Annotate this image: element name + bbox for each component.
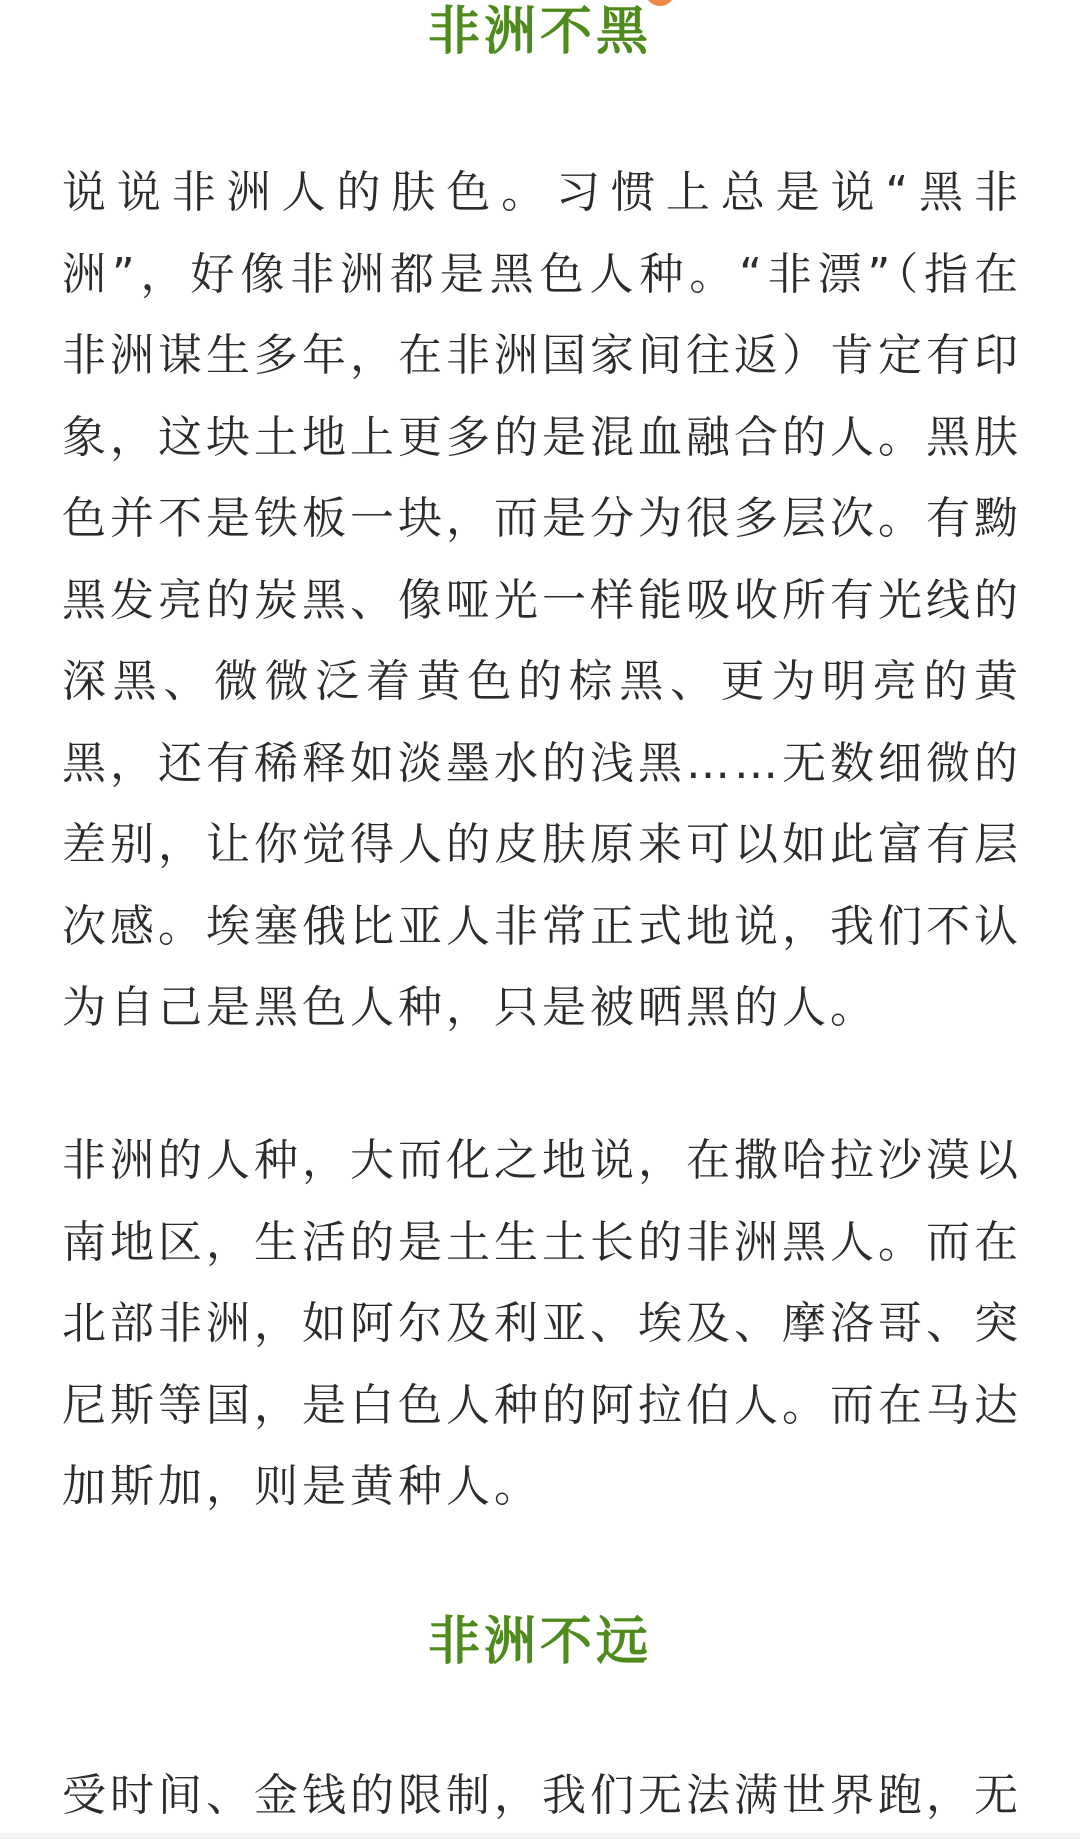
page-bottom-edge: [0, 1833, 1080, 1839]
paragraph: 受时间、金钱的限制，我们无法满世界跑，无: [62, 1770, 1022, 1821]
paragraph: 非洲的人种，大而化之地说，在撒哈拉沙漠以南地区，生活的是土生土长的非洲黑人。而在北部非洲，如阿尔及利亚、埃及、摩洛哥、突尼斯等国，是白色人种的阿拉伯人。而在马达加斯加，则是黄种人。: [62, 1135, 1022, 1512]
section-heading: 非洲不黑: [427, 2, 652, 62]
section-heading: 非洲不远: [427, 1612, 652, 1672]
paragraph: 说说非洲人的肤色。习惯上总是说“黑非洲”，好像非洲都是黑色人种。“非漂”（指在非洲谋生多年，在非洲国家间往返）肯定有印象，这块土地上更多的是混血融合的人。黑肤色并不是铁板一块，而是分为很多层次。有黝黑发亮的炭黑、像哑光一样能吸收所有光线的深黑、微微泛着黄色的棕黑、更为明亮的黄黑，还有稀释如淡墨水的浅黑……无数细微的差别，让你觉得人的皮肤原来可以如此富有层次感。埃塞俄比亚人非常正式地说，我们不认为自己是黑色人种，只是被晒黑的人。: [62, 167, 1022, 1033]
